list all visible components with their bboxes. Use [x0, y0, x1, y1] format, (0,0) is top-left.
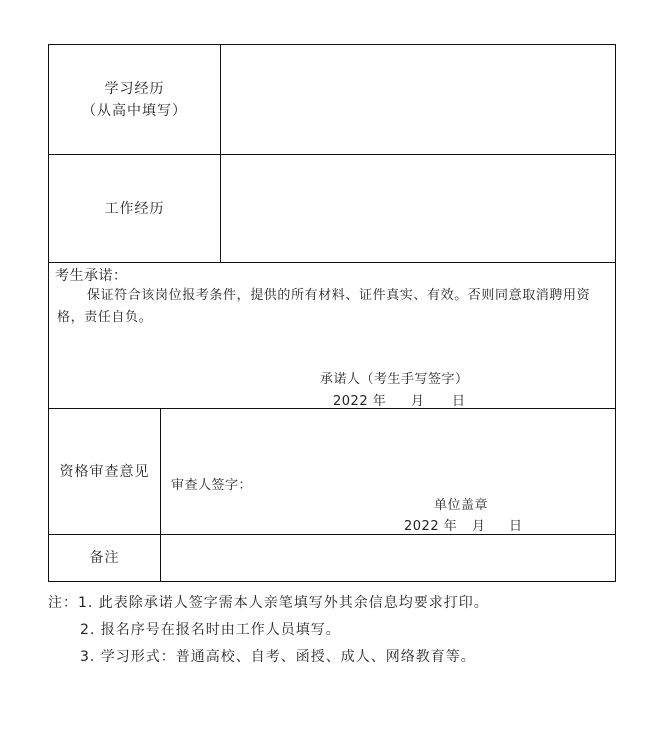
remarks-row [49, 534, 615, 581]
study-history-label-cell [49, 45, 220, 154]
work-history-label-cell [49, 155, 220, 262]
qualification-review-label: 资格审查意见 [59, 463, 150, 480]
qualification-review-label-cell [49, 409, 160, 534]
remarks-field[interactable] [161, 535, 615, 581]
note-line-3: 3. 学习形式：普通高校、自考、函授、成人、网络教育等。 [80, 649, 476, 665]
study-history-row [49, 45, 615, 154]
pledge-date-month: 月 [411, 394, 425, 409]
unit-seal-label: 单位盖章 [434, 498, 489, 513]
review-date-year: 2022 年 [404, 519, 458, 534]
work-history-field[interactable] [221, 155, 615, 262]
review-date-month: 月 [472, 519, 486, 534]
pledge-date-year: 2022 年 [333, 394, 387, 409]
study-history-hint: （从高中填写） [82, 102, 187, 119]
remarks-label: 备注 [89, 550, 120, 566]
pledge-body-line2: 格，责任自负。 [57, 310, 153, 325]
pledge-row [49, 262, 615, 408]
pledge-date-day: 日 [452, 394, 466, 409]
study-history-field[interactable] [221, 45, 615, 154]
note-line-2: 2. 报名序号在报名时由工作人员填写。 [80, 622, 341, 638]
qualification-review-row [49, 408, 615, 534]
work-history-label: 工作经历 [104, 200, 165, 217]
study-history-label: 学习经历 [104, 80, 165, 97]
pledge-signer-label: 承诺人（考生手写签字） [320, 372, 469, 387]
registration-form-table [48, 44, 616, 582]
remarks-label-cell [49, 535, 160, 581]
pledge-body [57, 285, 607, 329]
review-date-day: 日 [509, 519, 523, 534]
column-divider [160, 409, 161, 534]
pledge-body-line1: 保证符合该岗位报考条件，提供的所有材料、证件真实、有效。否则同意取消聘用资 [87, 288, 591, 303]
note-line-1: 注：1. 此表除承诺人签字需本人亲笔填写外其余信息均要求打印。 [48, 595, 489, 611]
work-history-row [49, 154, 615, 262]
pledge-title: 考生承诺： [55, 268, 128, 284]
reviewer-signature-label: 审查人签字： [171, 478, 253, 493]
